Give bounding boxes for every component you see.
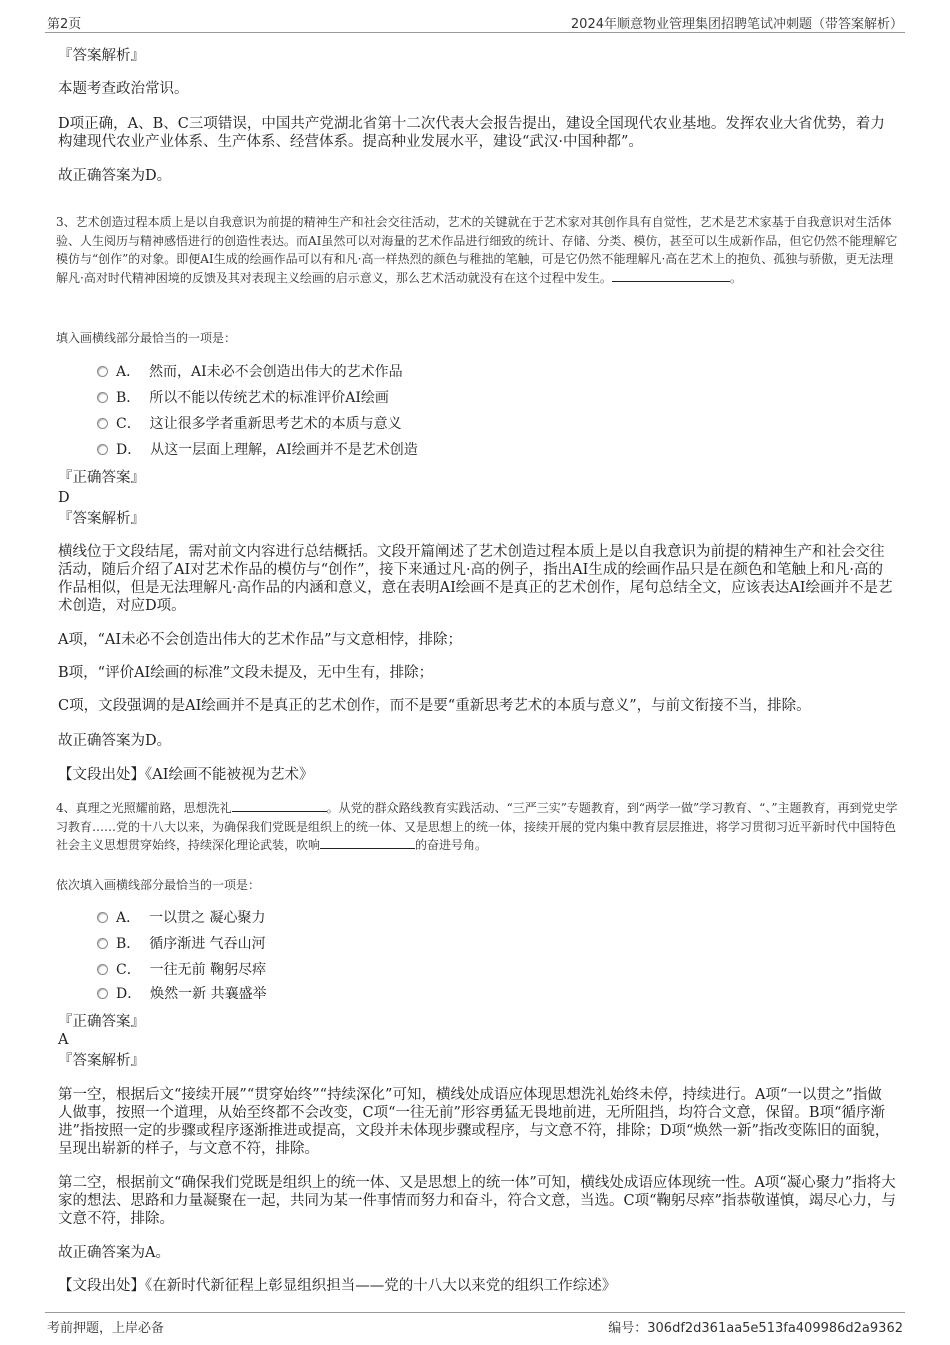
option-key: A． xyxy=(116,910,141,926)
q3-fill-blank xyxy=(612,269,730,282)
q3-option-a[interactable] xyxy=(97,363,403,381)
q3-analysis-p4: C项，文段强调的是AI绘画并不是真正的艺术创作，而不是要“重新思考艺术的本质与意义”，与前文衔接不当，排除。 xyxy=(58,698,811,714)
q4-source: 【文段出处】《在新时代新征程上彰显组织担当——党的十八大以来党的组织工作综述》 xyxy=(58,1278,617,1294)
option-key: B． xyxy=(116,936,141,952)
radio-icon[interactable] xyxy=(97,392,108,403)
option-text: 从这一层面上理解，AI绘画并不是艺术创造 xyxy=(150,442,418,458)
radio-icon[interactable] xyxy=(97,444,108,455)
q4-option-a[interactable] xyxy=(97,909,265,927)
radio-icon[interactable] xyxy=(97,964,108,975)
radio-icon[interactable] xyxy=(97,912,108,923)
q3-option-b[interactable] xyxy=(97,389,389,407)
q3-stem-text: 3、艺术创造过程本质上是以自我意识为前提的精神生产和社会交往活动，艺术的关键就在于艺术家对其创作具有自觉性，艺术是艺术家基于自我意识对生活体验、人生阅历与精神感悟进行的创造性表达。而AI虽然可以对海量的艺术作品进行细致的统计、存储、分类、模仿，甚至可以生成新作品，但它仍然不能理解它模仿与“创作”的对象。即便AI生成的绘画作品可以有和凡·高一样热烈的颜色与稚拙的笔触，可是它仍然不能理解凡·高在艺术上的抱负、孤独与骄傲，更无法理解凡·高对时代精神困境的反馈及其对表现主义绘画的启示意义，那么艺术活动就没有在这个过程中发生。 xyxy=(56,215,898,285)
q4-prompt: 依次填入画横线部分最恰当的一项是： xyxy=(56,878,261,892)
q3-source: 【文段出处】《AI绘画不能被视为艺术》 xyxy=(58,767,314,783)
option-key: D． xyxy=(116,986,142,1002)
q3-analysis-label: 『答案解析』 xyxy=(58,511,145,527)
footer-slogan: 考前押题，上岸必备 xyxy=(47,1321,165,1336)
footer-code: 编号：306df2d361aa5e513fa409986d2a9362 xyxy=(608,1321,903,1336)
q2-analysis-p1: 本题考查政治常识。 xyxy=(58,81,189,97)
q4-analysis-p1: 第一空，根据后文“接续开展”“贯穿始终”“持续深化”可知，横线处成语应体现思想洗礼始终未停，持续进行。A项“一以贯之”指做人做事，按照一个道理，从始至终都不会改变，C项“一往无前”形容勇猛无畏地前进，无所阻挡，均符合文意，保留。B项“循序渐进”指按照一定的步骤或程序逐渐推进或提高，文段并未体现步骤或程序，与文意不符，排除；D项“焕然一新”指改变陈旧的面貌，呈现出崭新的样子，与文意不符，排除。 xyxy=(58,1087,890,1157)
option-key: B． xyxy=(116,390,141,406)
page-footer xyxy=(45,1312,905,1335)
q2-analysis-p3: 故正确答案为D。 xyxy=(58,168,172,184)
q3-prompt: 填入画横线部分最恰当的一项是： xyxy=(56,331,237,345)
document-title: 2024年顺意物业管理集团招聘笔试冲刺题（带答案解析） xyxy=(570,17,903,32)
q4-analysis-label: 『答案解析』 xyxy=(58,1053,145,1069)
q3-answer-value: D xyxy=(58,490,70,506)
q3-stem-end: 。 xyxy=(729,270,742,285)
q2-analysis-p2: D项正确，A、B、C三项错误，中国共产党湖北省第十二次代表大会报告提出，建设全国现代农业基地。发挥农业大省优势，着力构建现代农业产业体系、生产体系、经营体系。提高种业发展水平，建设“武汉·中国种都”。 xyxy=(58,116,885,150)
radio-icon[interactable] xyxy=(97,418,108,429)
option-key: A． xyxy=(116,364,141,380)
q4-fill-blank-2 xyxy=(320,836,415,849)
q2-analysis-label: 『答案解析』 xyxy=(58,48,145,64)
q4-stem-text-1: 4、真理之光照耀前路，思想洗礼 xyxy=(56,801,232,815)
radio-icon[interactable] xyxy=(97,938,108,949)
page-number: 第2页 xyxy=(47,17,82,32)
q4-stem-text-2: 。从党的群众路线教育实践活动、“三严三实”专题教育，到“两学一做”学习教育、“、”主题教育，再到党史学习教育……党的十八大以来，为确保我们党既是组织上的统一体、又是思想上的统一体，接续开展的党内集中教育层层推进，将学习贯彻习近平新时代中国特色社会主义思想贯穿始终，持续深化理论武装，吹响 xyxy=(56,801,898,852)
option-key: D． xyxy=(116,442,142,458)
q4-option-d[interactable] xyxy=(97,985,267,1003)
option-text: 焕然一新 共襄盛举 xyxy=(150,986,267,1002)
option-key: C． xyxy=(116,962,141,978)
q4-fill-blank-1 xyxy=(232,799,327,812)
q3-analysis-p1: 横线位于文段结尾，需对前文内容进行总结概括。文段开篇阐述了艺术创造过程本质上是以自我意识为前提的精神生产和社会交往活动，随后介绍了AI对艺术作品的模仿与“创作”，接下来通过凡·高的例子，指出AI生成的绘画作品只是在颜色和笔触上和凡·高的作品相似，但是无法理解凡·高作品的内涵和意义，意在表明AI绘画不是真正的艺术创作，尾句总结全文，应该表达AI绘画并不是艺术创造，对应D项。 xyxy=(58,544,893,614)
q3-answer-label: 『正确答案』 xyxy=(58,470,145,486)
q3-option-c[interactable] xyxy=(97,415,402,433)
q4-answer-value: A xyxy=(58,1032,69,1048)
radio-icon[interactable] xyxy=(97,366,108,377)
q4-stem xyxy=(56,799,898,855)
option-text: 然而，AI未必不会创造出伟大的艺术作品 xyxy=(149,364,403,380)
option-text: 一以贯之 凝心聚力 xyxy=(149,910,266,926)
option-text: 一往无前 鞠躬尽瘁 xyxy=(149,962,267,978)
radio-icon[interactable] xyxy=(97,988,108,999)
option-key: C． xyxy=(116,416,141,432)
q4-option-c[interactable] xyxy=(97,961,266,979)
q4-analysis-p2: 第二空，根据前文“确保我们党既是组织上的统一体、又是思想上的统一体”可知，横线处成语应体现统一性。A项“凝心聚力”指将大家的想法、思路和力量凝聚在一起，共同为某一件事情而努力和奋斗，符合文意，当选。C项“鞠躬尽瘁”指恭敬谨慎，竭尽心力，与文意不符，排除。 xyxy=(58,1175,896,1227)
q3-analysis-p5: 故正确答案为D。 xyxy=(58,733,172,749)
q3-analysis-p2: A项，“AI未必不会创造出伟大的艺术作品”与文意相悖，排除； xyxy=(58,632,462,648)
option-text: 循序渐进 气吞山河 xyxy=(149,936,266,952)
option-text: 所以不能以传统艺术的标准评价AI绘画 xyxy=(149,390,389,406)
page-header xyxy=(45,10,905,33)
option-text: 这让很多学者重新思考艺术的本质与意义 xyxy=(149,416,402,432)
q4-answer-label: 『正确答案』 xyxy=(58,1014,145,1030)
q4-option-b[interactable] xyxy=(97,935,266,953)
q4-stem-text-3: 的奋进号角。 xyxy=(415,838,488,852)
q3-analysis-p3: B项，“评价AI绘画的标准”文段未提及，无中生有，排除； xyxy=(58,665,434,681)
q3-option-d[interactable] xyxy=(97,441,418,459)
q4-analysis-p3: 故正确答案为A。 xyxy=(58,1245,170,1261)
q3-stem xyxy=(56,213,898,287)
